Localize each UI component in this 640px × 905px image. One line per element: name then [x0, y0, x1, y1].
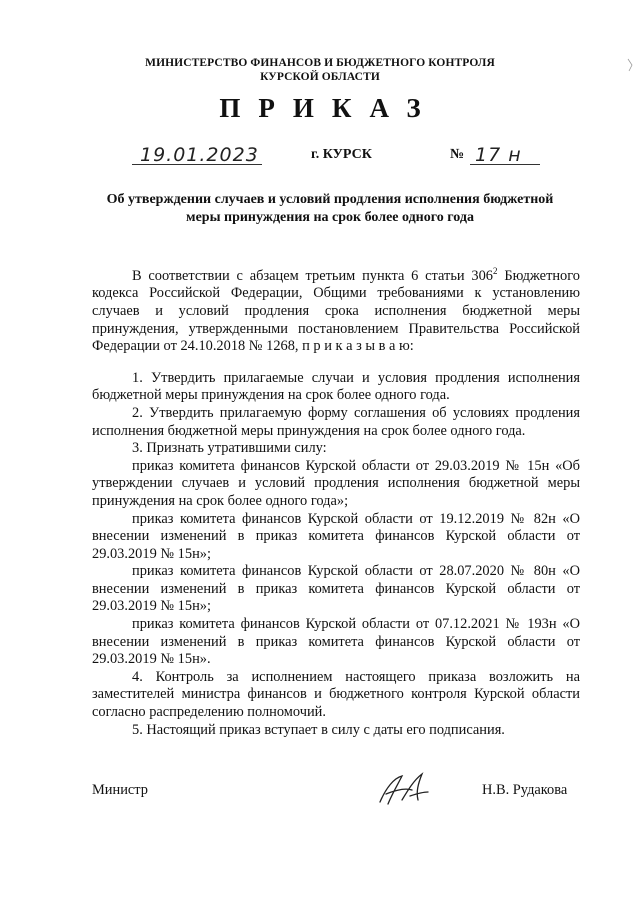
date-number-row — [0, 144, 640, 170]
subject-line-2: меры принуждения на срок более одного года — [186, 210, 474, 225]
ministry-line-1: МИНИСТЕРСТВО ФИНАНСОВ И БЮДЖЕТНОГО КОНТРОЛЯ — [145, 57, 495, 69]
item-3: 3. Признать утратившими силу: — [132, 440, 327, 457]
handwritten-signature — [372, 770, 432, 810]
ministry-header — [0, 56, 640, 84]
signer-position: Министр — [92, 782, 148, 798]
handwritten-number: 17 н — [475, 144, 522, 166]
document-subject — [80, 191, 580, 227]
repealed-order-4: приказ комитета финансов Курской области от 07.12.2021 № 193н «О внесении изменений в приказ комитета финансов Курской области от 29.03.2019 № 15н». — [92, 616, 580, 668]
city-label: г. КУРСК — [311, 147, 372, 162]
signer-name: Н.В. Рудакова — [482, 782, 568, 798]
number-sign: № — [450, 147, 465, 162]
item-5: 5. Настоящий приказ вступает в силу с даты его подписания. — [132, 721, 505, 738]
scan-mark-icon — [626, 58, 634, 72]
document-title: ПРИКАЗ — [219, 93, 439, 123]
item-4: 4. Контроль за исполнением настоящего приказа возложить на заместителей министра финансов и бюджетного контроля Курской области согласно распределению полномочий. — [92, 668, 580, 721]
item-2: 2. Утвердить прилагаемую форму соглашения об условиях продления исполнения бюджетной меры принуждения на срок более одного года. — [92, 404, 580, 439]
ministry-line-2: КУРСКОЙ ОБЛАСТИ — [260, 71, 380, 83]
handwritten-date: 19.01.2023 — [140, 144, 259, 166]
document-body — [92, 263, 580, 739]
repealed-order-1: приказ комитета финансов Курской области от 29.03.2019 № 15н «Об утверждении случаев и условий продления исполнения бюджетной меры принуждения на срок более одного года»; — [92, 457, 580, 509]
preamble-paragraph: В соответствии с абзацем третьим пункта 6 статьи $306^2$ Бюджетного кодекса Российской Федерации, Общими требованиями к установлению случаев и условий продления срока исполнения бюджетной меры принуждения, утвержденными постановлением Правительства Российской Федерации от 24.10.2018 № 1268, п р и к а з ы в а ю: — [92, 266, 580, 355]
repealed-order-2: приказ комитета финансов Курской области от 19.12.2019 № 82н «О внесении изменений в приказ комитета финансов Курской области от 29.03.2019 № 15н»; — [92, 510, 580, 562]
item-1: 1. Утвердить прилагаемые случаи и условия продления исполнения бюджетной меры принуждения на срок более одного года. — [92, 369, 580, 404]
superscript: 2 — [493, 266, 498, 276]
subject-line-1: Об утверждении случаев и условий продления исполнения бюджетной — [106, 192, 554, 207]
date-underline — [132, 164, 262, 165]
repealed-order-3: приказ комитета финансов Курской области от 28.07.2020 № 80н «О внесении изменений в приказ комитета финансов Курской области от 29.03.2019 № 15н»; — [92, 563, 580, 615]
signature-block — [0, 782, 640, 822]
number-underline — [470, 164, 540, 165]
